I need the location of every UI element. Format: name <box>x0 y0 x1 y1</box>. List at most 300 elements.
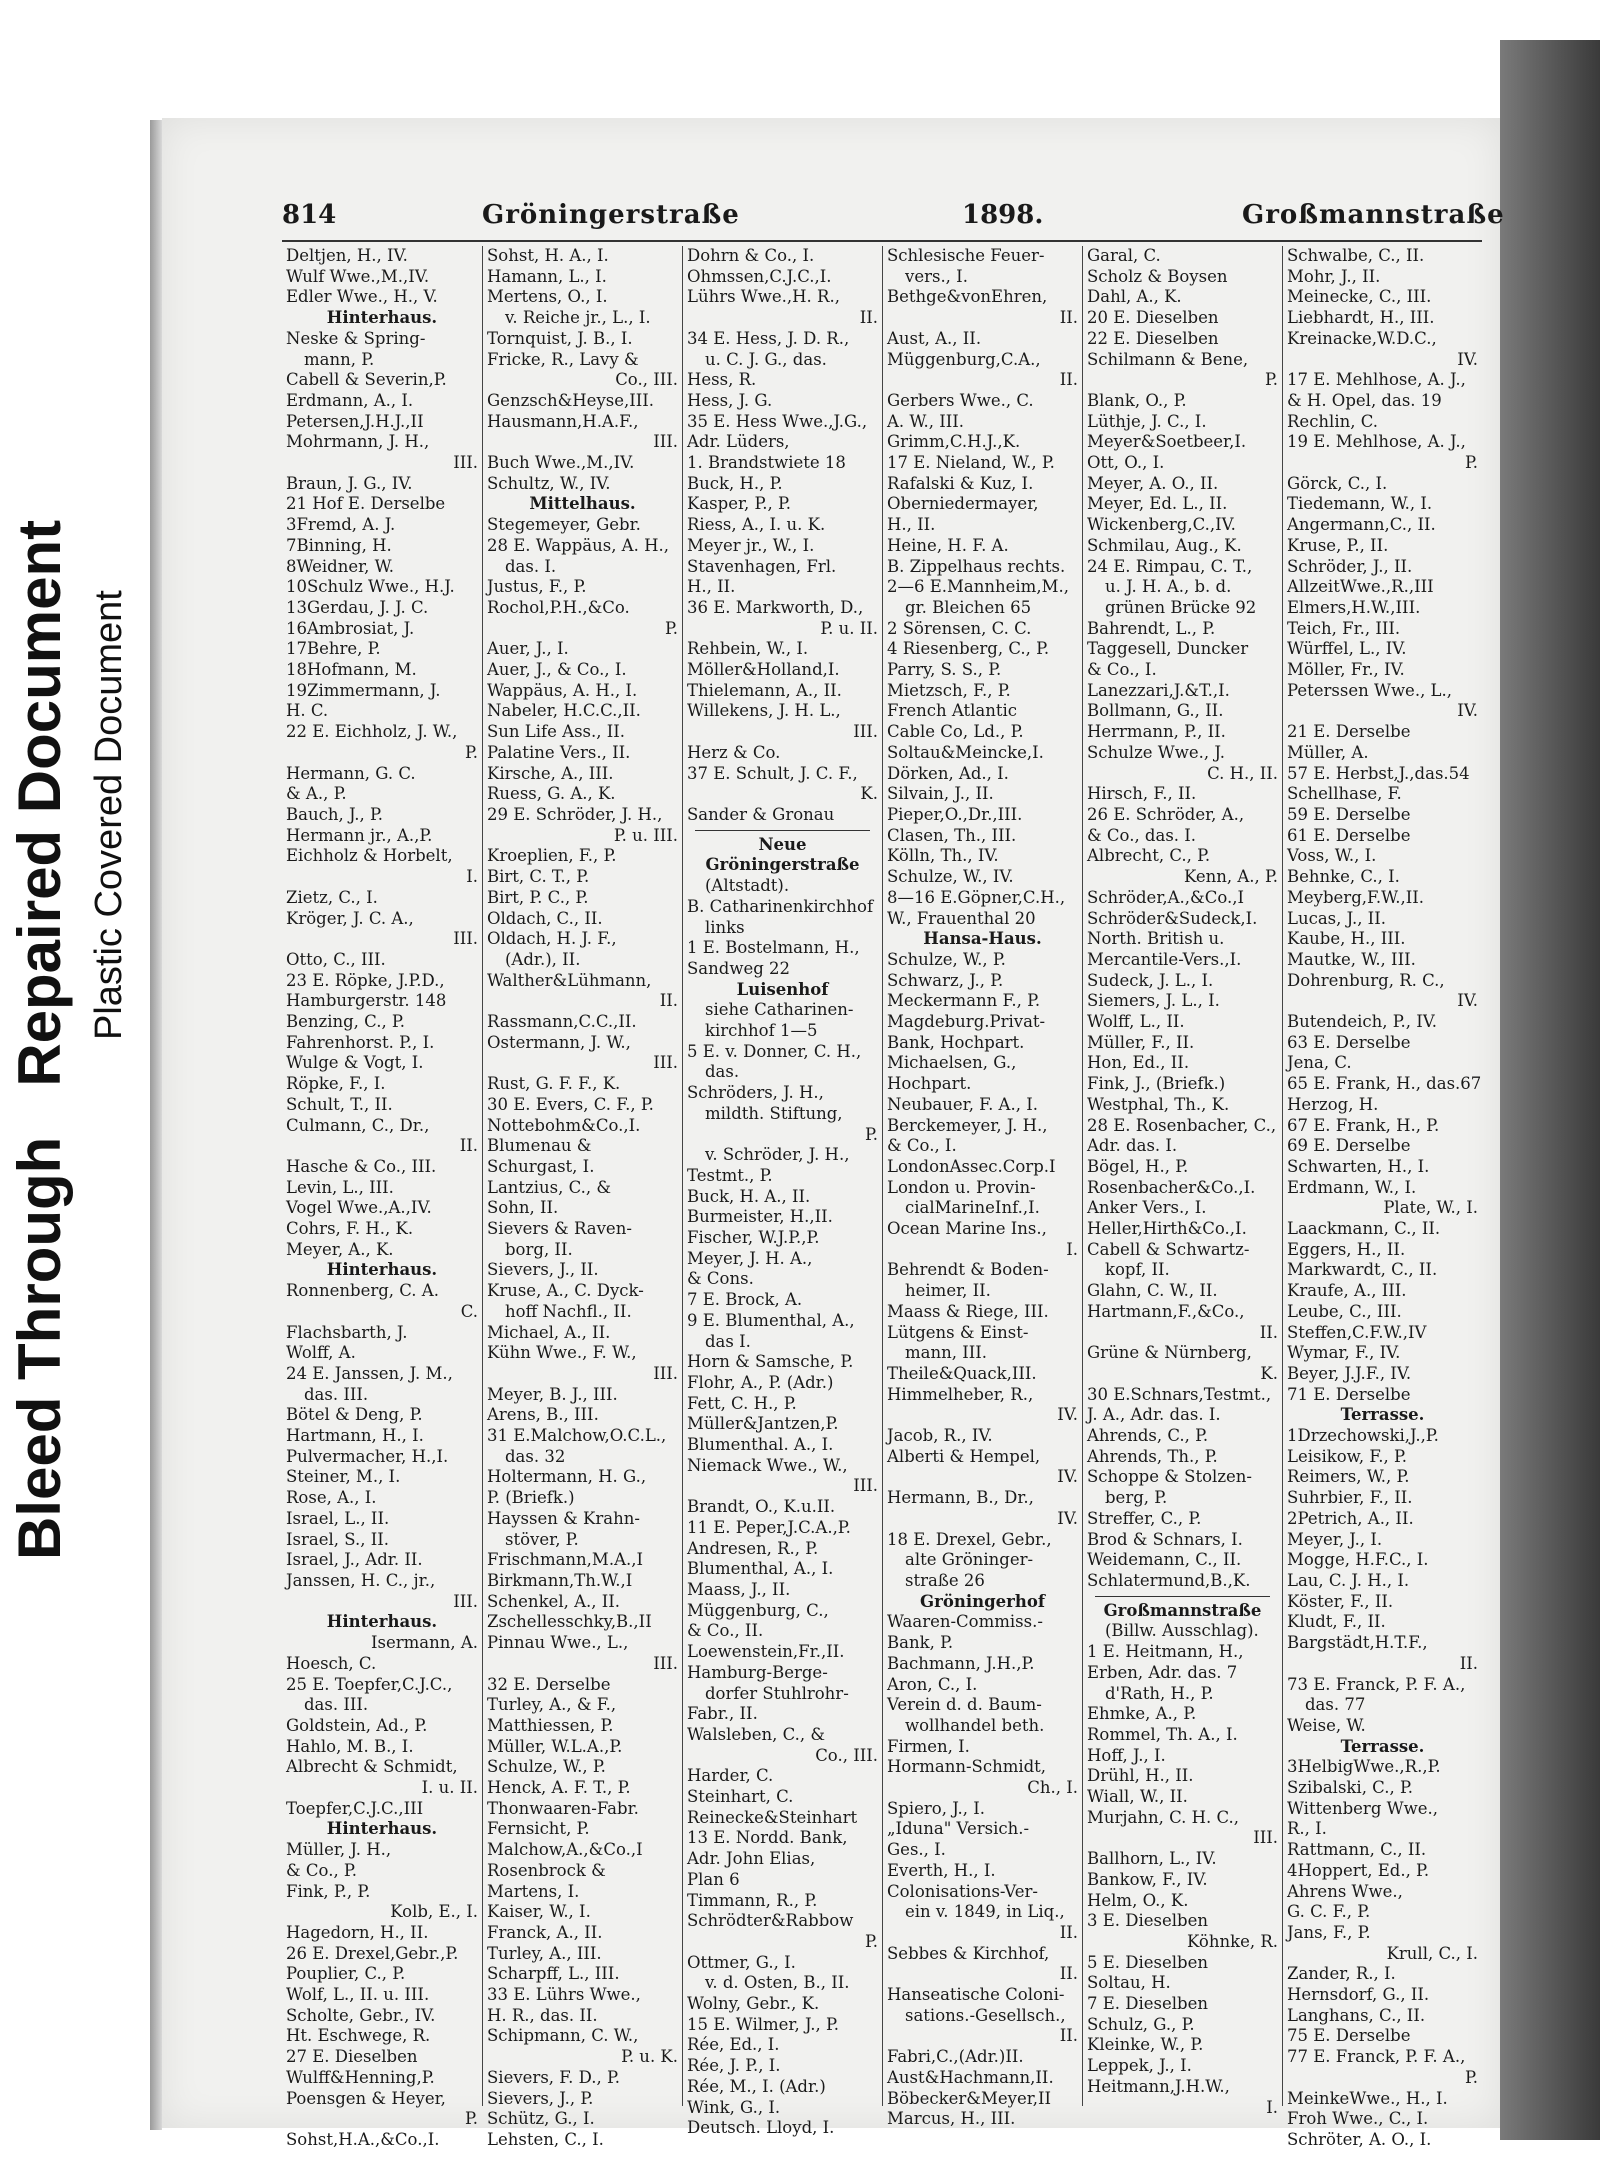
directory-entry: Hinterhaus. <box>326 308 438 328</box>
directory-entry: Horn & Samsche, P. <box>687 1352 854 1372</box>
directory-entry: Genzsch&Heyse,III. <box>487 390 655 410</box>
directory-entry: Lüthje, J. C., I. <box>1087 411 1207 431</box>
directory-entry: 24 E. Rimpau, C. T., <box>1087 556 1253 576</box>
directory-entry: Thielemann, A., II. <box>687 680 842 700</box>
directory-entry: 20 E. Dieselben <box>1087 308 1219 328</box>
directory-entry: Pulvermacher, H.,I. <box>286 1446 449 1466</box>
directory-entry: Teich, Fr., III. <box>1287 618 1401 638</box>
directory-entry: French Atlantic <box>887 701 1017 721</box>
directory-entry: III. <box>653 1363 678 1383</box>
directory-entry: Hermann jr., A.,P. <box>286 825 433 845</box>
directory-entry: II. <box>1059 1922 1078 1942</box>
directory-entry: Müller&Jantzen,P. <box>687 1414 839 1434</box>
directory-entry: Westphal, Th., K. <box>1087 1094 1230 1114</box>
directory-entry: kirchhof 1—5 <box>705 1021 818 1041</box>
directory-entry: Albrecht, C., P. <box>1087 846 1211 866</box>
directory-entry: 27 E. Dieselben <box>286 2047 418 2067</box>
directory-entry: Meyer&Soetbeer,I. <box>1087 432 1247 452</box>
directory-entry: Meyer, A., K. <box>286 1239 394 1259</box>
directory-entry: Cable Co, Ld., P. <box>887 722 1024 742</box>
directory-entry: C. <box>460 1301 478 1321</box>
directory-entry: Bethge&vonEhren, <box>887 287 1048 307</box>
directory-entry: Maass, J., II. <box>687 1580 791 1599</box>
directory-entry: Wolf, L., II. u. III. <box>286 1985 430 2005</box>
directory-entry: Schoppe & Stolzen- <box>1087 1467 1252 1487</box>
column-5 <box>1082 246 1282 2117</box>
directory-entry: Deutsch. Lloyd, I. <box>687 2118 835 2138</box>
directory-entry: Hirsch, F., II. <box>1087 784 1197 804</box>
directory-entry: Aust, A., II. <box>887 328 982 348</box>
directory-entry: 1 E. Heitmann, H., <box>1087 1642 1244 1662</box>
directory-entry: kopf, II. <box>1105 1260 1170 1280</box>
directory-entry: II. <box>459 1136 478 1156</box>
directory-entry: Görck, C., I. <box>1287 473 1388 493</box>
directory-entry: Flachsbarth, J. <box>286 1322 408 1342</box>
directory-entry: IV. <box>1057 1405 1078 1425</box>
directory-entry: mann, III. <box>905 1343 988 1363</box>
directory-entry: Oldach, H. J. F., <box>487 929 617 949</box>
right-street-title: Großmannstraße <box>1242 200 1505 230</box>
directory-entry: IV. <box>1057 1508 1078 1528</box>
directory-entry: Goldstein, Ad., P. <box>286 1715 428 1735</box>
directory-entry: Steiner, M., I. <box>286 1467 401 1487</box>
directory-entry: 5 E. v. Donner, C. H., <box>687 1041 862 1061</box>
directory-entry: Erdmann, W., I. <box>1287 1177 1417 1197</box>
directory-entry: Blumenthal, A., I. <box>687 1559 834 1579</box>
directory-entry: Ostermann, J. W., <box>487 1032 631 1052</box>
directory-entry: Bötel & Deng, P. <box>286 1405 423 1425</box>
directory-entry: Zander, R., I. <box>1287 1964 1396 1984</box>
directory-entry: Ronnenberg, C. A. <box>286 1281 439 1301</box>
directory-entry: Herz & Co. <box>687 742 781 762</box>
header-rule <box>282 240 1482 242</box>
directory-entry: Justus, F., P. <box>487 577 587 597</box>
directory-entry: Schipmann, C. W., <box>487 2026 639 2046</box>
directory-entry: Rochol,P.H.,&Co. <box>487 597 630 617</box>
directory-entry: 4 Riesenberg, C., P. <box>887 639 1050 659</box>
directory-entry: Schrödter&Rabbow <box>687 1911 854 1931</box>
directory-entry: Testmt., P. <box>687 1165 773 1185</box>
directory-entry: Hanseatische Coloni- <box>887 1985 1065 2005</box>
directory-entry: Mertens, O., I. <box>487 287 608 307</box>
directory-entry: I. <box>1066 1239 1078 1259</box>
directory-entry: P. <box>464 2109 478 2129</box>
directory-entry: Reinecke&Steinhart <box>687 1807 858 1827</box>
directory-entry: Cohrs, F. H., K. <box>286 1219 414 1239</box>
directory-entry: Siemers, J. L., I. <box>1087 991 1220 1011</box>
directory-columns <box>282 246 1482 2149</box>
directory-entry: Bahrendt, L., P. <box>1087 618 1216 638</box>
directory-entry: das. 77 <box>1305 1695 1366 1715</box>
directory-entry: Otto, C., III. <box>286 949 386 969</box>
directory-entry: Meyer, B. J., III. <box>487 1384 618 1404</box>
directory-entry: C. H., II. <box>1207 763 1278 783</box>
directory-entry: Helm, O., K. <box>1087 1890 1189 1910</box>
directory-entry: Kölln, Th., IV. <box>887 846 999 866</box>
directory-entry: Hess, J. G. <box>687 390 773 410</box>
directory-entry: II. <box>1259 1322 1278 1342</box>
directory-entry: Schulze, W., P. <box>887 949 1006 969</box>
directory-entry: Liebhardt, H., III. <box>1287 308 1435 328</box>
directory-entry: mildth. Stiftung, <box>705 1103 843 1123</box>
directory-entry: 10Schulz Wwe., H.J. <box>286 577 455 597</box>
directory-entry: Neue <box>758 834 807 854</box>
directory-entry: Müller, A. <box>1287 742 1369 762</box>
directory-entry: Ott, O., I. <box>1087 453 1165 473</box>
directory-entry: Schröder, J., II. <box>1287 556 1413 576</box>
directory-entry: 32 E. Derselbe <box>487 1674 611 1694</box>
directory-entry: Hess, R. <box>687 370 757 390</box>
directory-entry: 23 E. Röpke, J.P.D., <box>286 970 445 990</box>
directory-entry: Sievers, F. D., P. <box>487 2067 621 2087</box>
directory-entry: Poensgen & Heyer, <box>286 2088 446 2108</box>
directory-entry: Blumenthal. A., I. <box>687 1435 834 1455</box>
directory-entry: Pieper,O.,Dr.,III. <box>887 804 1023 824</box>
directory-entry: Alberti & Hempel, <box>887 1446 1041 1466</box>
directory-entry: Mogge, H.F.C., I. <box>1287 1550 1429 1570</box>
directory-entry: Parry, S. S., P. <box>887 660 1002 680</box>
directory-entry: 77 E. Franck, P. F. A., <box>1287 2047 1466 2067</box>
directory-entry: Tornquist, J. B., I. <box>487 328 633 348</box>
directory-entry: Schenkel, A., II. <box>487 1591 621 1611</box>
directory-entry: Schwarten, H., I. <box>1287 1156 1430 1176</box>
directory-entry: IV. <box>1457 991 1478 1011</box>
directory-entry: Auer, J., I. <box>487 639 569 659</box>
directory-entry: Müggenburg,C.A., <box>887 349 1041 369</box>
directory-entry: Sohn, II. <box>487 1198 559 1218</box>
directory-entry: 71 E. Derselbe <box>1287 1384 1411 1404</box>
directory-entry: Scharpff, L., III. <box>487 1964 620 1984</box>
directory-entry: Hinterhaus. <box>326 1819 438 1839</box>
directory-entry: Turley, A., & F., <box>487 1695 617 1715</box>
directory-entry: 7 E. Brock, A. <box>687 1290 803 1310</box>
directory-entry: Ohmssen,C.J.C.,I. <box>687 266 832 286</box>
directory-entry: II. <box>1059 308 1078 328</box>
directory-entry: Schulze, W., P. <box>487 1757 606 1777</box>
directory-entry: Wickenberg,C.,IV. <box>1087 515 1236 535</box>
directory-entry: Bank, Hochpart. <box>887 1032 1025 1052</box>
directory-entry: v. d. Osten, B., II. <box>705 1973 850 1993</box>
directory-entry: Heitmann,J.H.W., <box>1087 2076 1230 2096</box>
directory-entry: 5 E. Dieselben <box>1087 1952 1209 1972</box>
directory-entry: Luisenhof <box>736 979 829 999</box>
directory-entry: links <box>705 917 745 937</box>
directory-entry: Herrmann, P., II. <box>1087 722 1226 742</box>
directory-entry: Schurgast, I. <box>487 1156 595 1176</box>
directory-entry: Kasper, P., P. <box>687 494 792 514</box>
directory-entry: 65 E. Frank, H., das.67 <box>1287 1074 1482 1094</box>
left-street-title: Gröningerstraße <box>482 200 740 230</box>
directory-entry: Hermann, G. C. <box>286 763 416 783</box>
directory-entry: 67 E. Frank, H., P. <box>1287 1115 1440 1135</box>
plastic-covered-label: Plastic Covered Document <box>88 590 130 1040</box>
directory-entry: Kleinke, W., P. <box>1087 2035 1204 2055</box>
directory-entry: Kludt, F., II. <box>1287 1612 1386 1632</box>
directory-entry: Hasche & Co., III. <box>286 1156 437 1176</box>
directory-entry: Rosenbrock & <box>487 1860 606 1880</box>
directory-entry: Dohrenburg, R. C., <box>1287 970 1445 990</box>
directory-entry: 7 E. Dieselben <box>1087 1994 1209 2014</box>
directory-entry: 15 E. Wilmer, J., P. <box>687 2014 840 2034</box>
directory-entry: Hochpart. <box>887 1074 972 1094</box>
directory-entry: Erdmann, A., I. <box>286 390 414 410</box>
directory-entry: Israel, S., II. <box>286 1529 389 1549</box>
directory-entry: das. I. <box>505 556 557 576</box>
directory-entry: das. 32 <box>505 1446 566 1466</box>
directory-entry: Schröter, A. O., I. <box>1287 2129 1432 2149</box>
directory-entry: Braun, J. G., IV. <box>286 473 413 493</box>
directory-entry: Culmann, C., Dr., <box>286 1115 430 1135</box>
directory-entry: I. <box>466 867 478 887</box>
directory-entry: 69 E. Derselbe <box>1287 1136 1411 1156</box>
directory-entry: IV. <box>1457 349 1478 369</box>
directory-entry: Mohrmann, J. H., <box>286 432 430 452</box>
directory-entry: Mietzsch, F., P. <box>887 680 1011 700</box>
directory-entry: 28 E. Rosenbacher, C., <box>1087 1115 1277 1135</box>
directory-entry: P. u. K. <box>621 2047 678 2067</box>
directory-entry: 7Binning, H. <box>286 535 392 555</box>
section-rule <box>1095 1596 1270 1597</box>
directory-entry: Peterssen Wwe., L., <box>1287 680 1453 700</box>
column-3 <box>682 246 882 2138</box>
directory-entry: Gröningerhof <box>920 1591 1045 1611</box>
directory-entry: Schlatermund,B.,K. <box>1087 1571 1251 1590</box>
directory-entry: Schult, T., II. <box>286 1094 393 1114</box>
directory-entry: Kaiser, W., I. <box>487 1902 591 1922</box>
directory-entry: Fabr., II. <box>687 1704 758 1724</box>
directory-entry: P. (Briefk.) <box>487 1488 575 1508</box>
directory-entry: Jans, F., P. <box>1287 1922 1371 1942</box>
directory-entry: Levin, L., III. <box>286 1177 394 1197</box>
directory-entry: Harder, C. <box>687 1766 774 1786</box>
directory-entry: Zietz, C., I. <box>286 887 378 907</box>
directory-entry: Plate, W., I. <box>1383 1198 1478 1218</box>
directory-entry: Hinterhaus. <box>326 1260 438 1280</box>
directory-entry: Firmen, I. <box>887 1736 970 1756</box>
directory-entry: Langhans, C., II. <box>1287 2005 1426 2025</box>
directory-entry: alte Gröninger- <box>905 1550 1034 1570</box>
directory-entry: Isermann, A. <box>370 1633 478 1653</box>
directory-entry: Steinhart, C. <box>687 1787 794 1807</box>
directory-entry: IV. <box>1457 701 1478 721</box>
directory-entry: 8—16 E.Göpner,C.H., <box>887 887 1066 907</box>
directory-entry: Wappäus, A. H., I. <box>487 680 638 700</box>
directory-entry: Michaelsen, G., <box>887 1053 1017 1073</box>
directory-entry: North. British u. <box>1087 929 1225 949</box>
directory-entry: Sievers, J., P. <box>487 2088 594 2108</box>
directory-entry: 13 E. Nordd. Bank, <box>687 1828 848 1848</box>
directory-entry: IV. <box>1057 1467 1078 1487</box>
directory-entry: Scholz & Boysen <box>1087 266 1228 286</box>
directory-entry: borg, II. <box>505 1239 573 1259</box>
directory-entry: 17Behre, P. <box>286 639 381 659</box>
directory-entry: 36 E. Markworth, D., <box>687 597 864 617</box>
directory-entry: Kroeplien, F., P. <box>487 846 617 866</box>
directory-entry: Fabri,C.,(Adr.)II. <box>887 2047 1024 2067</box>
directory-entry: (Altstadt). <box>705 876 790 896</box>
directory-entry: Mittelhaus. <box>529 494 636 514</box>
directory-entry: Bank, P. <box>887 1633 954 1653</box>
directory-entry: Grüne & Nürnberg, <box>1087 1343 1252 1363</box>
directory-entry: Janssen, H. C., jr., <box>286 1571 436 1590</box>
directory-entry: 8Weidner, W. <box>286 556 394 576</box>
directory-entry: Taggesell, Duncker <box>1087 639 1249 659</box>
directory-entry: Rée, J. P., I. <box>687 2056 781 2076</box>
directory-entry: Nottebohm&Co.,I. <box>487 1115 641 1135</box>
directory-entry: Hernsdorf, G., II. <box>1287 1985 1430 2005</box>
directory-entry: Heller,Hirth&Co.,I. <box>1087 1219 1247 1239</box>
directory-entry: Cabell & Schwartz- <box>1087 1239 1250 1259</box>
directory-entry: P. <box>1264 370 1278 390</box>
directory-entry: Müller, F., II. <box>1087 1032 1195 1052</box>
directory-entry: Mautke, W., III. <box>1287 949 1416 969</box>
directory-entry: Kreinacke,W.D.C., <box>1287 328 1437 348</box>
directory-entry: Lanezzari,J.&T.,I. <box>1087 680 1230 700</box>
directory-entry: Loewenstein,Fr.,II. <box>687 1642 845 1662</box>
directory-entry: 25 E. Toepfer,C.J.C., <box>286 1674 453 1694</box>
directory-entry: Everth, H., I. <box>887 1860 996 1880</box>
directory-entry: Meyer, A. O., II. <box>1087 473 1219 493</box>
directory-entry: Matthiessen, P. <box>487 1715 614 1735</box>
directory-entry: Adr. das. I. <box>1087 1136 1178 1156</box>
directory-entry: Jena, C. <box>1287 1053 1352 1073</box>
directory-entry: Adr. Lüders, <box>687 432 790 452</box>
directory-entry: Meyer, J., I. <box>1287 1529 1383 1549</box>
directory-entry: 28 E. Wappäus, A. H., <box>487 535 669 555</box>
directory-entry: I. u. II. <box>421 1778 478 1798</box>
directory-entry: Marcus, H., III. <box>887 2109 1016 2129</box>
directory-entry: Meyer, J. H. A., <box>687 1248 813 1268</box>
directory-entry: 26 E. Schröder, A., <box>1087 804 1245 824</box>
directory-entry: Ruess, G. A., K. <box>487 784 616 804</box>
directory-entry: 2—6 E.Mannheim,M., <box>887 577 1069 597</box>
directory-entry: Zschellesschky,B.,II <box>487 1612 652 1632</box>
directory-entry: Schulz, G., P. <box>1087 2014 1195 2034</box>
directory-entry: P. <box>864 1124 878 1144</box>
directory-entry: Wulge & Vogt, I. <box>286 1053 424 1073</box>
directory-entry: Schröder&Sudeck,I. <box>1087 908 1258 928</box>
directory-entry: 1Drzechowski,J.,P. <box>1287 1426 1439 1446</box>
directory-entry: Dörken, Ad., I. <box>887 763 1009 783</box>
directory-entry: Lucas, J., II. <box>1287 908 1386 928</box>
directory-entry: cialMarineInf.,I. <box>905 1198 1040 1218</box>
directory-entry: Clasen, Th., III. <box>887 825 1017 845</box>
directory-entry: Wolny, Gebr., K. <box>687 1994 820 2014</box>
directory-entry: 26 E. Drexel,Gebr.,P. <box>286 1943 459 1963</box>
directory-entry: LondonAssec.Corp.I <box>887 1156 1056 1176</box>
directory-entry: Wink, G., I. <box>687 2097 781 2117</box>
directory-entry: Fett, C. H., P. <box>687 1393 797 1413</box>
directory-entry: Schwarz, J., P. <box>887 970 1004 990</box>
directory-entry: Steffen,C.F.W.,IV <box>1287 1322 1427 1342</box>
directory-entry: Wolff, A. <box>286 1343 356 1363</box>
directory-entry: P. <box>664 618 678 638</box>
directory-entry: Müller, J. H., <box>286 1840 392 1860</box>
directory-entry: Weidemann, C., II. <box>1087 1550 1242 1570</box>
directory-entry: Toepfer,C.J.C.,III <box>286 1798 424 1818</box>
directory-entry: Fischer, W.J.P.,P. <box>687 1228 820 1248</box>
column-1 <box>282 246 482 2149</box>
directory-entry: III. <box>453 1591 478 1611</box>
directory-entry: Hermann, B., Dr., <box>887 1488 1034 1508</box>
directory-entry: Leisikow, F., P. <box>1287 1446 1407 1466</box>
directory-entry: gr. Bleichen 65 <box>905 597 1032 617</box>
directory-entry: 9 E. Blumenthal, A., <box>687 1310 855 1330</box>
directory-entry: Schellhase, F. <box>1287 784 1402 804</box>
directory-entry: Timmann, R., P. <box>687 1890 818 1910</box>
directory-entry: Rose, A., I. <box>286 1488 377 1508</box>
directory-entry: Ahrends, C., P. <box>1087 1426 1209 1446</box>
directory-entry: Laackmann, C., II. <box>1287 1219 1441 1239</box>
directory-entry: Spiero, J., I. <box>887 1798 986 1818</box>
directory-entry: Schütz, G., I. <box>487 2109 595 2129</box>
directory-entry: Stegemeyer, Gebr. <box>487 515 641 535</box>
directory-entry: 18 E. Drexel, Gebr., <box>887 1529 1052 1549</box>
directory-entry: Suhrbier, F., II. <box>1287 1488 1413 1508</box>
directory-entry: II. <box>1459 1653 1478 1673</box>
directory-entry: Turley, A., III. <box>487 1943 602 1963</box>
directory-entry: Krull, C., I. <box>1386 1943 1478 1963</box>
directory-entry: Silvain, J., II. <box>887 784 994 804</box>
directory-entry: Arens, B., III. <box>487 1405 599 1425</box>
directory-entry: Waaren-Commiss.- <box>887 1612 1043 1632</box>
directory-entry: Tiedemann, W., I. <box>1287 494 1433 514</box>
directory-entry: Fink, P., P. <box>286 1881 371 1901</box>
directory-entry: siehe Catharinen- <box>705 1000 854 1020</box>
directory-entry: II. <box>1059 2026 1078 2046</box>
section-rule <box>695 830 870 831</box>
directory-entry: Rust, G. F. F., K. <box>487 1074 621 1094</box>
directory-entry: Bachmann, J.H.,P. <box>887 1653 1035 1673</box>
directory-entry: Rassmann,C.C.,II. <box>487 1012 637 1032</box>
directory-entry: Niemack Wwe., W., <box>687 1455 848 1475</box>
directory-entry: straße 26 <box>905 1571 985 1590</box>
directory-entry: sations.-Gesellsch., <box>905 2005 1066 2025</box>
directory-entry: & Co., I. <box>887 1136 957 1156</box>
directory-entry: Mercantile-Vers.,I. <box>1087 949 1242 969</box>
directory-entry: Weise, W. <box>1287 1715 1366 1735</box>
directory-entry: (Billw. Ausschlag). <box>1105 1621 1259 1641</box>
directory-entry: Israel, J., Adr. II. <box>286 1550 423 1570</box>
directory-entry: Dahl, A., K. <box>1087 287 1182 307</box>
directory-entry: 21 E. Derselbe <box>1287 722 1411 742</box>
directory-entry: Franck, A., II. <box>487 1922 603 1942</box>
directory-entry: P. <box>464 742 478 762</box>
directory-entry: Grimm,C.H.J.,K. <box>887 432 1021 452</box>
directory-entry: Böbecker&Meyer,II <box>887 2088 1052 2108</box>
directory-entry: Schulze, W., IV. <box>887 867 1014 887</box>
directory-entry: Schultz, W., IV. <box>487 473 611 493</box>
directory-entry: Hamburg-Berge- <box>687 1662 828 1682</box>
directory-entry: Murjahn, C. H. C., <box>1087 1807 1240 1827</box>
directory-entry: wollhandel beth. <box>905 1715 1045 1735</box>
directory-entry: H. C. <box>286 701 329 721</box>
directory-entry: Hamburgerstr. 148 <box>286 991 447 1011</box>
directory-entry: Meyer, Ed. L., II. <box>1087 494 1228 514</box>
directory-entry: Sievers & Raven- <box>487 1219 632 1239</box>
bleed-through-label: Bleed Through Repaired Document <box>6 519 73 1560</box>
directory-entry: Co., III. <box>615 370 678 390</box>
directory-entry: Buch Wwe.,M.,IV. <box>487 453 635 473</box>
directory-entry: Sohst,H.A.,&Co.,I. <box>286 2129 440 2149</box>
directory-entry: Jacob, R., IV. <box>887 1426 993 1446</box>
directory-entry: Ehmke, A., P. <box>1087 1704 1197 1724</box>
directory-entry: Cabell & Severin,P. <box>286 370 447 390</box>
directory-entry: Palatine Vers., II. <box>487 742 631 762</box>
directory-entry: Wittenberg Wwe., <box>1287 1798 1438 1818</box>
directory-entry: Meinecke, C., III. <box>1287 287 1432 307</box>
directory-entry: Kruse, P., II. <box>1287 535 1389 555</box>
